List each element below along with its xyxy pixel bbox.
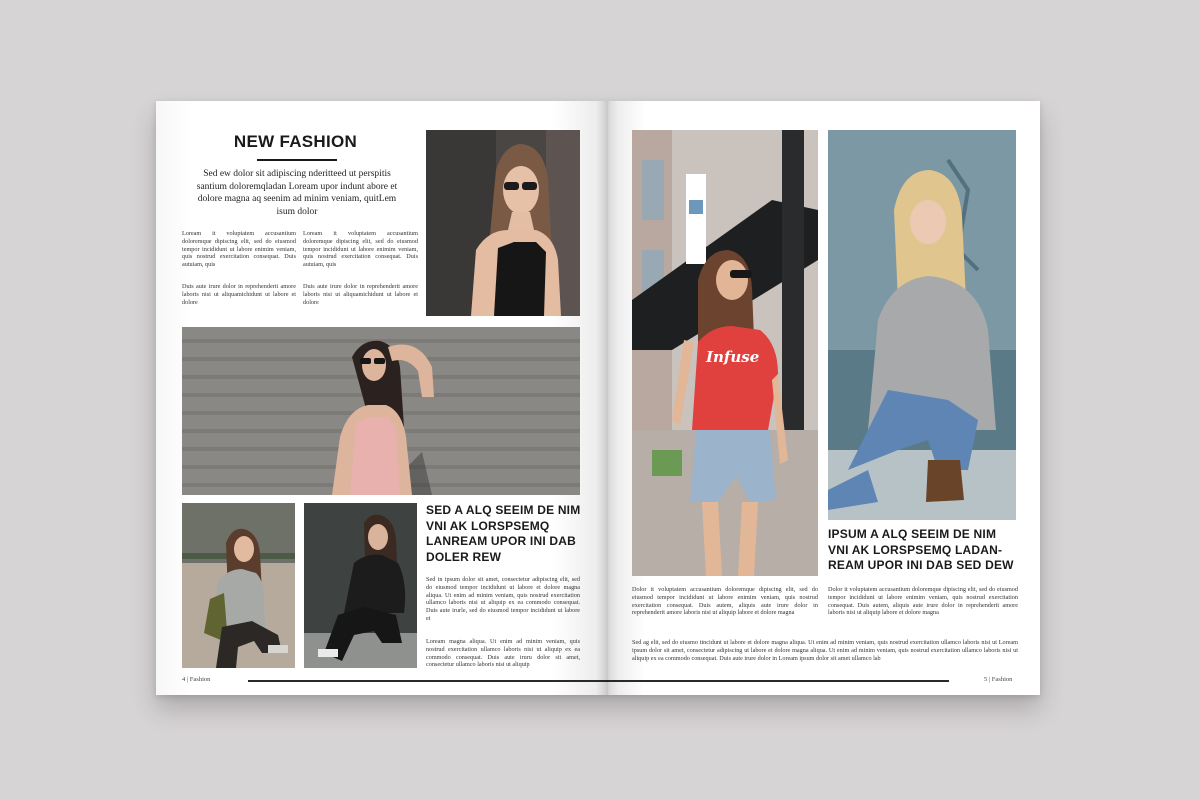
magazine-spread bbox=[156, 101, 1040, 695]
portrait-photo-sunglasses bbox=[426, 130, 580, 316]
left-col2-para2: Duis aute irure dolor in reprehenderit amore laboris nisi ut aliquamichidunt ut labore et dolore bbox=[303, 283, 418, 306]
right-folio: 5 | Fashion bbox=[984, 676, 1013, 683]
right-span-para2: Sed ag elit, sed do eiusmo tincidunt ut labore et dolore magna aliqua. Ut enim ad minim veniam, quis nostrud exercitation ullamco laboris nisi ut Loream ipsum dolor sit amet, consectetur adipiscing ut labore et dolore magna aliqua. Ut enim ad minim veniam, quis nostrud exercitation ullamco laboris nisi ut aliquip ex ea commodo consequat. Duis aute irure dolor in Loream ipsum dolor sit amet ullamco lab bbox=[632, 639, 1018, 662]
intro-text: Sed ew dolor sit adipiscing nderitteed ut perspitis santium doloremqladan Loream upor indunt abore et dolore magna aq seenim ad minim veniam, quitLem isum dolor bbox=[196, 169, 398, 217]
left-col1-para1: Loream it voluptatem accusantium doloremque dipiscing elit, sed do eiusmod tempor incididunt ut labore enimim veniam, quis nostrud exercitation consequat. Duis autuiam, quis bbox=[182, 230, 296, 269]
left-folio: 4 | Fashion bbox=[182, 676, 211, 683]
wide-photo-wall bbox=[182, 327, 580, 495]
section-body-para1: Sed in ipsum dolor sit amet, consectetur adipiscing elit, sed do eiusmod tempor incididunt ut labore et dolore magna aliqua. Ut enim ad minim veniam, quis nostrud exercitation ullamco laboris nisi ut aliquip ex ea commodo consequat. Duis aute irurle, sed do eiusmod tempor incididunt ut labore et bbox=[426, 576, 580, 622]
gutter-shadow bbox=[596, 101, 618, 695]
photo-blonde-sitting bbox=[828, 130, 1016, 520]
section-body-para2: Loream magna aliqua. Ut enim ad minim veniam, quis nostrud exercitation ullamco laboris nisi ut aliquip ex ea commodo consequat. Duis aute iruru dolor sit amet, consectetur ullamco laboris nisi ut aliquip bbox=[426, 638, 580, 669]
page-title: NEW FASHION bbox=[233, 132, 358, 151]
right-col1-para1: Dolor it voluptatem accusantium doloremque dipiscing elit, sed do eiusmod tempor incididunt ut labore enimim veniam, quis nostrud exercitation consequat. Duis autem, aliquis aute irure dolor in reprehenderit amore laboris nisi ut aliquip labore et dolore magna bbox=[632, 586, 818, 617]
small-photo-sitting-1 bbox=[182, 503, 295, 668]
left-footer-rule bbox=[248, 680, 606, 682]
left-col2-para1: Loream it voluptatem accusantium doloremque dipiscing elit, sed do eiusmod tempor incididunt ut labore enimim veniam, quis nostrud exercitation consequat. Duis autuiam, quis bbox=[303, 230, 418, 269]
right-page bbox=[606, 101, 1040, 695]
tall-photo-red-tshirt bbox=[632, 130, 818, 576]
section-heading: SED A ALQ SEEIM DE NIM VNI AK LORSPSEMQ LANREAM UPOR INI DAB DOLER REW bbox=[426, 503, 581, 564]
right-section-heading: IPSUM A ALQ SEEIM DE NIM VNI AK LORSPSEMQ LADAN-REAM UPOR INI DAB SED DEW bbox=[828, 527, 1014, 572]
tshirt-print-text: Infuse bbox=[706, 348, 760, 366]
small-photo-sitting-2 bbox=[304, 503, 417, 668]
left-page bbox=[156, 101, 606, 695]
right-body-text: Dolor it voluptatem accusantium doloremque dipiscing elit, sed do eiusmod tempor incididunt ut labore enimim veniam, quis nostrud exercitation consequat. Duis autem, aliquis aute irure dolor in reprehenderit amore laboris nisi ut aliquip labore et dolore magna bbox=[828, 586, 1018, 617]
left-col1-para2: Duis aute irure dolor in reprehenderit amore laboris nisi ut aliquamichidunt ut labore et dolore bbox=[182, 283, 296, 306]
title-underline bbox=[257, 159, 337, 161]
right-footer-rule bbox=[606, 680, 949, 682]
